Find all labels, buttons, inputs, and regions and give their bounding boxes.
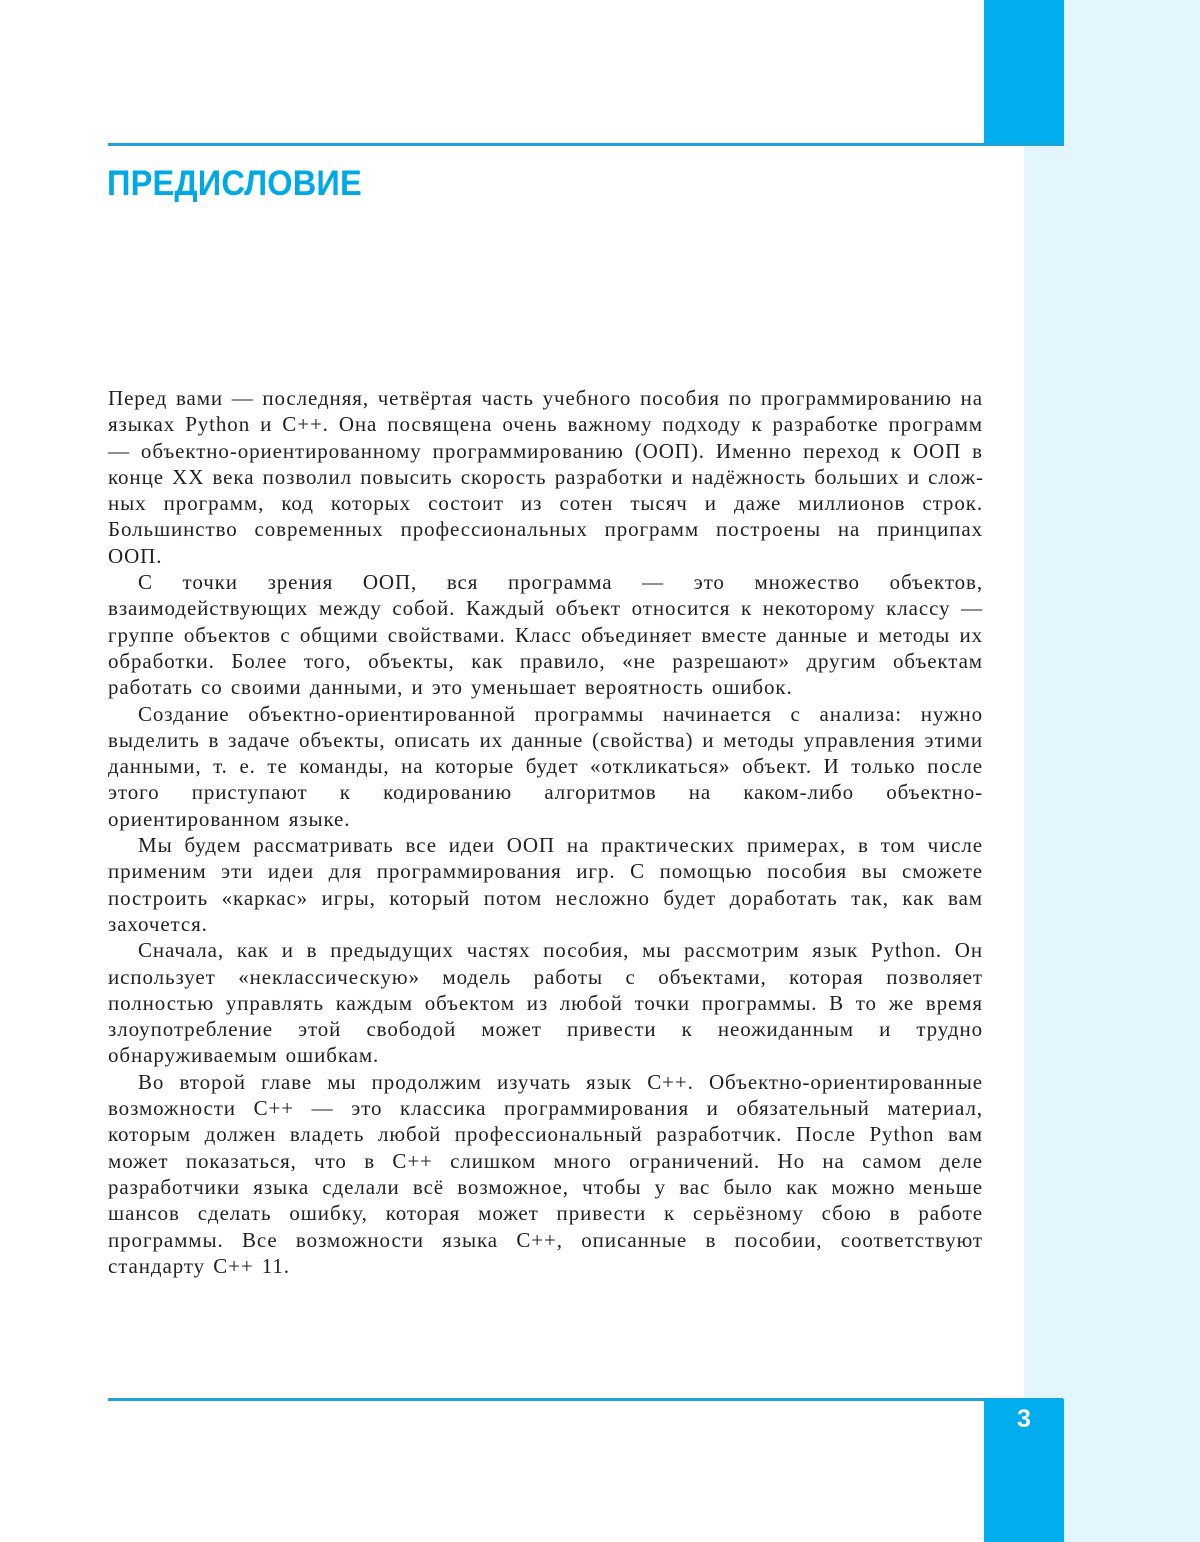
page-title: ПРЕДИСЛОВИЕ	[107, 164, 362, 203]
body-text	[108, 385, 983, 1279]
paragraph: Во второй главе мы продолжим изучать язык C++. Объектно-ориентированные возможности C++ — это классика программирования и обязательный материал, которым должен владеть любой профессиональный разработчик. После Python вам может показаться, что в C++ слишком много ограничений. Но на самом деле разработчики языка сделали всё возможное, чтобы у вас было как можно меньше шансов сделать ошибку, которая может привести к серьёзному сбою в работе программы. Все возможности языка C++, описанные в пособии, соответствуют стандарту C++ 11.	[108, 1069, 983, 1278]
chapter-tab-top	[984, 0, 1064, 146]
paragraph: Сначала, как и в предыдущих частях пособия, мы рассмотрим язык Python. Он использует «неклассическую» модель работы с объектами, которая позволяет полностью управлять каждым объектом из любой точки программы. В то же время злоупотребление этой свободой может привести к неожиданным и трудно обнаруживаемым ошибкам.	[108, 938, 983, 1068]
margin-tint-top	[1064, 0, 1200, 146]
footer-rule	[108, 1398, 1063, 1401]
paragraph: Перед вами — последняя, четвёртая часть учебного пособия по программированию на языках Python и C++. Она посвящена очень важному подходу к разработке программ — объектно-ориентированному программированию (ООП). Именно переход к ООП в конце XX века позволил повысить скорость разработки и надёжность больших и сложных программ, код которых состоит из сотен тысяч и даже миллионов строк. Большинство современных профессиональных программ построены на принципах ООП.	[108, 386, 983, 568]
paragraph: Создание объектно-ориентированной программы начинается с анализа: нужно выделить в задаче объекты, описать их данные (свойства) и методы управления этими данными, т. е. те команды, на которые будет «откликаться» объект. И только после этого приступают к кодированию алгоритмов на каком-либо объектно-ориентированном языке.	[108, 701, 983, 831]
margin-tint	[1024, 146, 1200, 1400]
margin-tint-bottom	[1064, 1400, 1200, 1542]
header-rule	[108, 143, 1063, 146]
page-number: 3	[1017, 1405, 1031, 1433]
paragraph: Мы будем рассматривать все идеи ООП на практических примерах, в том числе применим эти идеи для программирования игр. С помощью пособия вы сможете построить «каркас» игры, который потом несложно будет доработать так, как вам захочется.	[108, 833, 983, 936]
paragraph: С точки зрения ООП, вся программа — это множество объектов, взаимодействующих между собой. Каждый объект относится к некоторому классу — группе объектов с общими свойствами. Класс объединяет вместе данные и методы их обработки. Более того, объекты, как правило, «не разрешают» другим объектам работать со своими данными, и это уменьшает вероятность ошибок.	[108, 570, 983, 700]
